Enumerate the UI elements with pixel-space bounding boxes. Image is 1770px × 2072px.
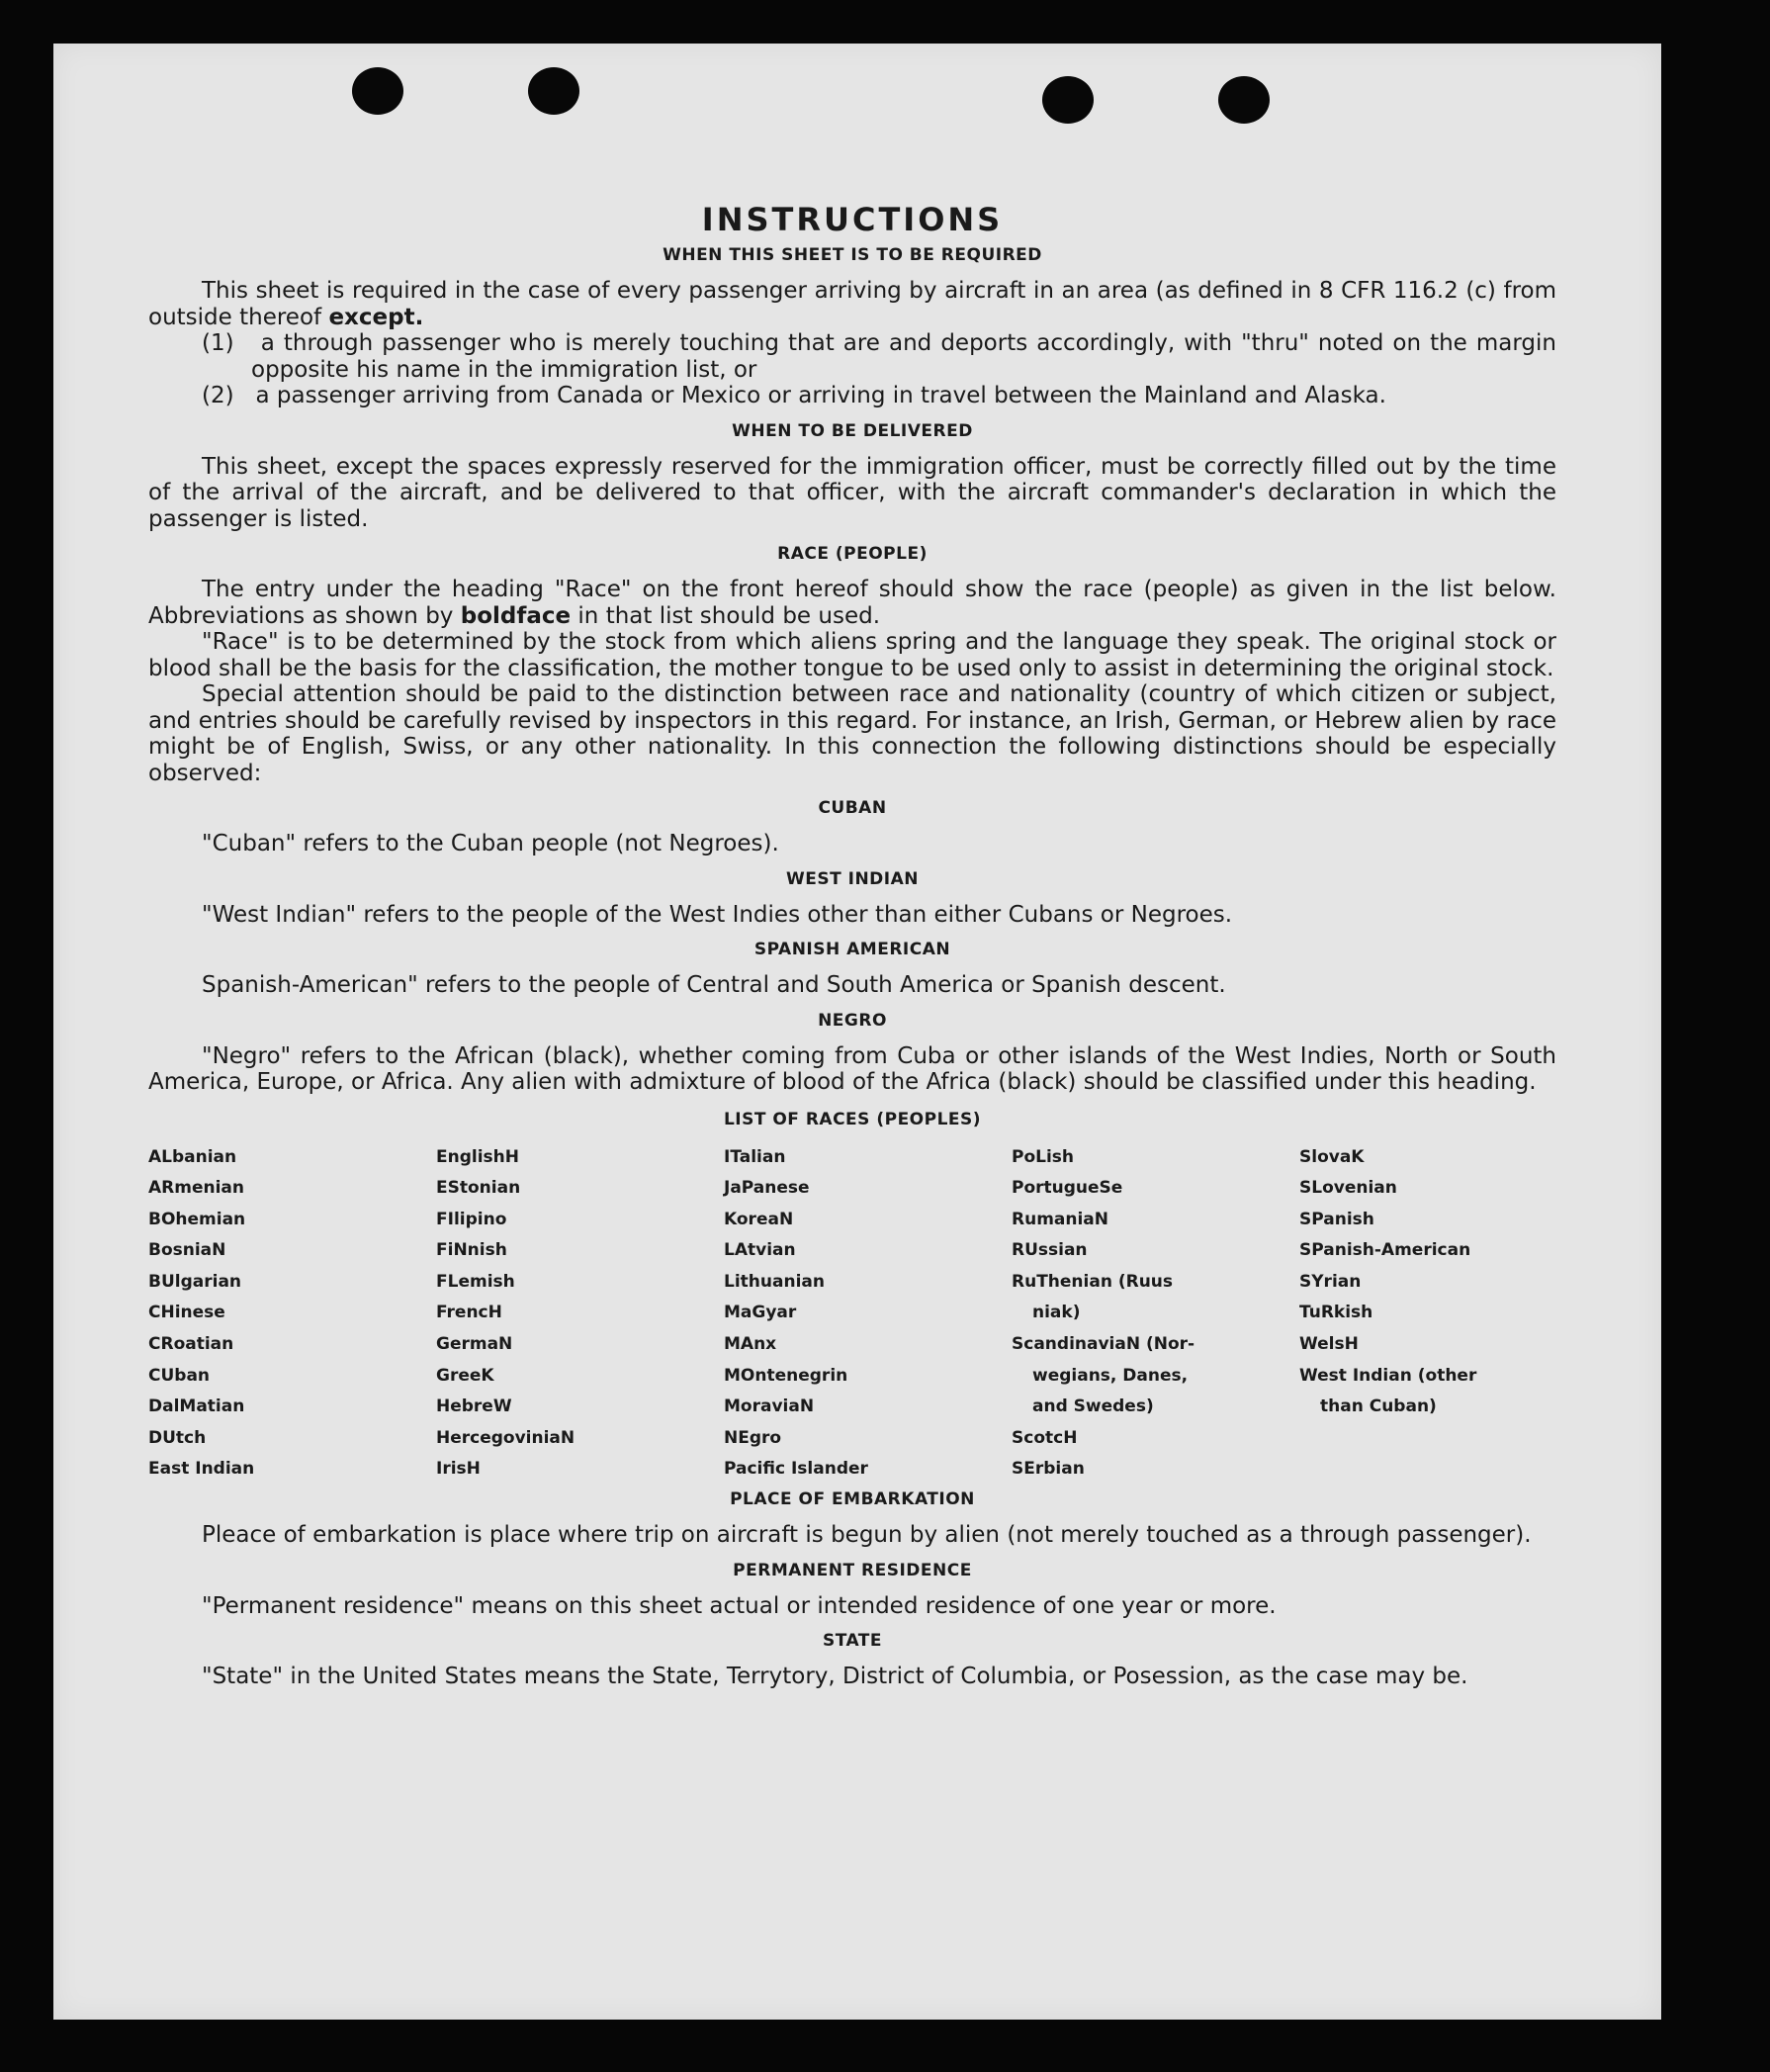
- race-paragraph-1: [148, 577, 1556, 629]
- punch-hole: [1218, 76, 1270, 124]
- list-item: EStonian: [436, 1178, 521, 1199]
- races-column-4: [1012, 1142, 1299, 1486]
- races-column-3: [724, 1142, 1012, 1486]
- list-item: ARmenian: [148, 1178, 244, 1199]
- list-item: ScotcH: [1012, 1427, 1078, 1448]
- list-item: niak): [1032, 1303, 1081, 1323]
- race-p1-bold: boldface: [460, 602, 572, 629]
- list-item: MOntenegrin: [724, 1365, 848, 1386]
- list-item: HebreW: [436, 1396, 512, 1417]
- list-item: BOhemian: [148, 1209, 246, 1229]
- list-item: Pacific Islander: [724, 1459, 868, 1480]
- when-delivered-text: This sheet, except the spaces expressly reserved for the immigration officer, must be correctly filled out by the time of the arrival of the aircraft, and be delivered to that officer, with the aircraft commander's declaration in which the passenger is listed.: [148, 453, 1556, 532]
- list-item: RUssian: [1012, 1240, 1088, 1261]
- punch-hole: [528, 67, 579, 115]
- list-item: DUtch: [148, 1427, 207, 1448]
- instructions-body: [148, 202, 1556, 1690]
- list-item: SErbian: [1012, 1459, 1085, 1480]
- list-item: BUlgarian: [148, 1271, 242, 1292]
- exception-number: (2): [202, 383, 234, 408]
- instruction-sheet: [53, 44, 1661, 2020]
- list-item: GreeK: [436, 1365, 494, 1386]
- list-item: SLovenian: [1299, 1178, 1397, 1199]
- list-item: WelsH: [1299, 1334, 1359, 1355]
- exception-text: a passenger arriving from Canada or Mexico or arriving in travel between the Mainland and Alaska.: [255, 383, 1386, 408]
- list-item: IrisH: [436, 1459, 481, 1480]
- cuban-text: "Cuban" refers to the Cuban people (not Negroes).: [202, 831, 779, 856]
- list-item: ITalian: [724, 1146, 786, 1167]
- list-item: FrencH: [436, 1303, 502, 1323]
- list-item: FIlipino: [436, 1209, 507, 1229]
- heading-negro: NEGRO: [818, 1010, 887, 1031]
- spanish-american-text: Spanish-American" refers to the people of Central and South America or Spanish descent.: [202, 972, 1226, 998]
- exception-number: (1): [202, 330, 234, 356]
- list-item: SlovaK: [1299, 1146, 1365, 1167]
- exception-1: [202, 330, 1556, 383]
- list-item: PoLish: [1012, 1146, 1075, 1167]
- list-item: wegians, Danes,: [1032, 1365, 1189, 1386]
- list-item: RumaniaN: [1012, 1209, 1109, 1229]
- heading-list-of-races: LIST OF RACES (PEOPLES): [723, 1109, 982, 1129]
- when-required-except: except.: [328, 304, 424, 330]
- residence-text: "Permanent residence" means on this sheet actual or intended residence of one year or more.: [202, 1592, 1277, 1619]
- heading-when-delivered: WHEN TO BE DELIVERED: [732, 420, 973, 441]
- when-required-intro: This sheet is required in the case of every passenger arriving by aircraft in an area (as defined in 8 CFR 116.2 (c) from outside thereof: [148, 278, 1556, 330]
- list-item: KoreaN: [724, 1209, 794, 1229]
- list-item: CUban: [148, 1365, 211, 1386]
- list-item: Lithuanian: [724, 1271, 825, 1292]
- list-item: HercegoviniaN: [436, 1427, 575, 1448]
- negro-text: "Negro" refers to the African (black), whether coming from Cuba or other islands of the West Indies, North or South America, Europe, or Africa. Any alien with admixture of blood of the Africa (black) should be classified under this heading.: [148, 1042, 1556, 1095]
- list-item: MAnx: [724, 1334, 777, 1355]
- when-required-text: [148, 278, 1556, 330]
- races-column-5: [1299, 1142, 1556, 1486]
- races-column-2: [436, 1142, 724, 1486]
- list-item: ALbanian: [148, 1146, 237, 1167]
- list-item: TuRkish: [1299, 1303, 1373, 1323]
- list-item: GermaN: [436, 1334, 513, 1355]
- heading-cuban: CUBAN: [818, 798, 887, 818]
- punch-hole: [1042, 76, 1094, 124]
- exception-text: a through passenger who is merely touching that are and deports accordingly, with "thru" noted on the margin opposite his name in the immigration list, or: [251, 330, 1556, 383]
- race-p1-before: The entry under the heading "Race" on the front hereof should show the race (people) as given in the list below. Abbreviations as shown by: [148, 577, 1556, 629]
- list-item: MoraviaN: [724, 1396, 815, 1417]
- embarkation-text: Pleace of embarkation is place where trip on aircraft is begun by alien (not merely touched as a through passenger).: [202, 1522, 1532, 1549]
- list-item: DalMatian: [148, 1396, 245, 1417]
- list-item: PortugueSe: [1012, 1178, 1123, 1199]
- list-item: RuThenian (Ruus: [1012, 1271, 1174, 1292]
- list-item: SPanish: [1299, 1209, 1374, 1229]
- list-item: FLemish: [436, 1271, 515, 1292]
- list-item: JaPanese: [724, 1178, 810, 1199]
- list-item: and Swedes): [1032, 1396, 1154, 1417]
- races-list: [148, 1142, 1556, 1486]
- heading-spanish-american: SPANISH AMERICAN: [753, 940, 951, 959]
- races-column-1: [148, 1142, 436, 1486]
- list-item: MaGyar: [724, 1303, 797, 1323]
- list-item: FiNnish: [436, 1240, 507, 1261]
- heading-when-required: WHEN THIS SHEET IS TO BE REQUIRED: [663, 245, 1042, 265]
- race-p1-after: in that list should be used.: [577, 602, 881, 629]
- list-item: than Cuban): [1320, 1396, 1437, 1417]
- list-item: BosniaN: [148, 1240, 226, 1261]
- heading-state: STATE: [822, 1631, 883, 1652]
- west-indian-text: "West Indian" refers to the people of the West Indies other than either Cubans or Negroes.: [202, 901, 1233, 928]
- list-item: CHinese: [148, 1303, 225, 1323]
- list-item: SPanish-American: [1299, 1240, 1471, 1261]
- list-item: LAtvian: [724, 1240, 796, 1261]
- list-item: SYrian: [1299, 1271, 1362, 1292]
- heading-permanent-residence: PERMANENT RESIDENCE: [733, 1560, 972, 1580]
- list-item: CRoatian: [148, 1334, 234, 1355]
- race-paragraph-2: "Race" is to be determined by the stock from which aliens spring and the language they speak. The original stock or blood shall be the basis for the classification, the mother tongue to be used only to assist in determining the original stock.: [148, 629, 1556, 681]
- race-paragraph-3: Special attention should be paid to the distinction between race and nationality (country of which citizen or subject, and entries should be carefully revised by inspectors in this regard. For instance, an Irish, German, or Hebrew alien by race might be of English, Swiss, or any other nationality. In this connection the following distinctions should be especially observed:: [148, 681, 1556, 786]
- heading-place-of-embarkation: PLACE OF EMBARKATION: [730, 1489, 975, 1510]
- state-text: "State" in the United States means the State, Terrytory, District of Columbia, or Posession, as the case may be.: [202, 1664, 1468, 1690]
- punch-hole: [352, 67, 403, 115]
- list-item: ScandinaviaN (Nor-: [1012, 1334, 1195, 1355]
- heading-race: RACE (PEOPLE): [777, 544, 928, 564]
- page-title: INSTRUCTIONS: [701, 201, 1004, 238]
- heading-west-indian: WEST INDIAN: [786, 868, 919, 889]
- exception-2: [202, 383, 1556, 409]
- list-item: West Indian (other: [1299, 1365, 1477, 1386]
- list-item: NEgro: [724, 1427, 782, 1448]
- list-item: EnglishH: [436, 1146, 519, 1167]
- list-item: East Indian: [148, 1459, 255, 1480]
